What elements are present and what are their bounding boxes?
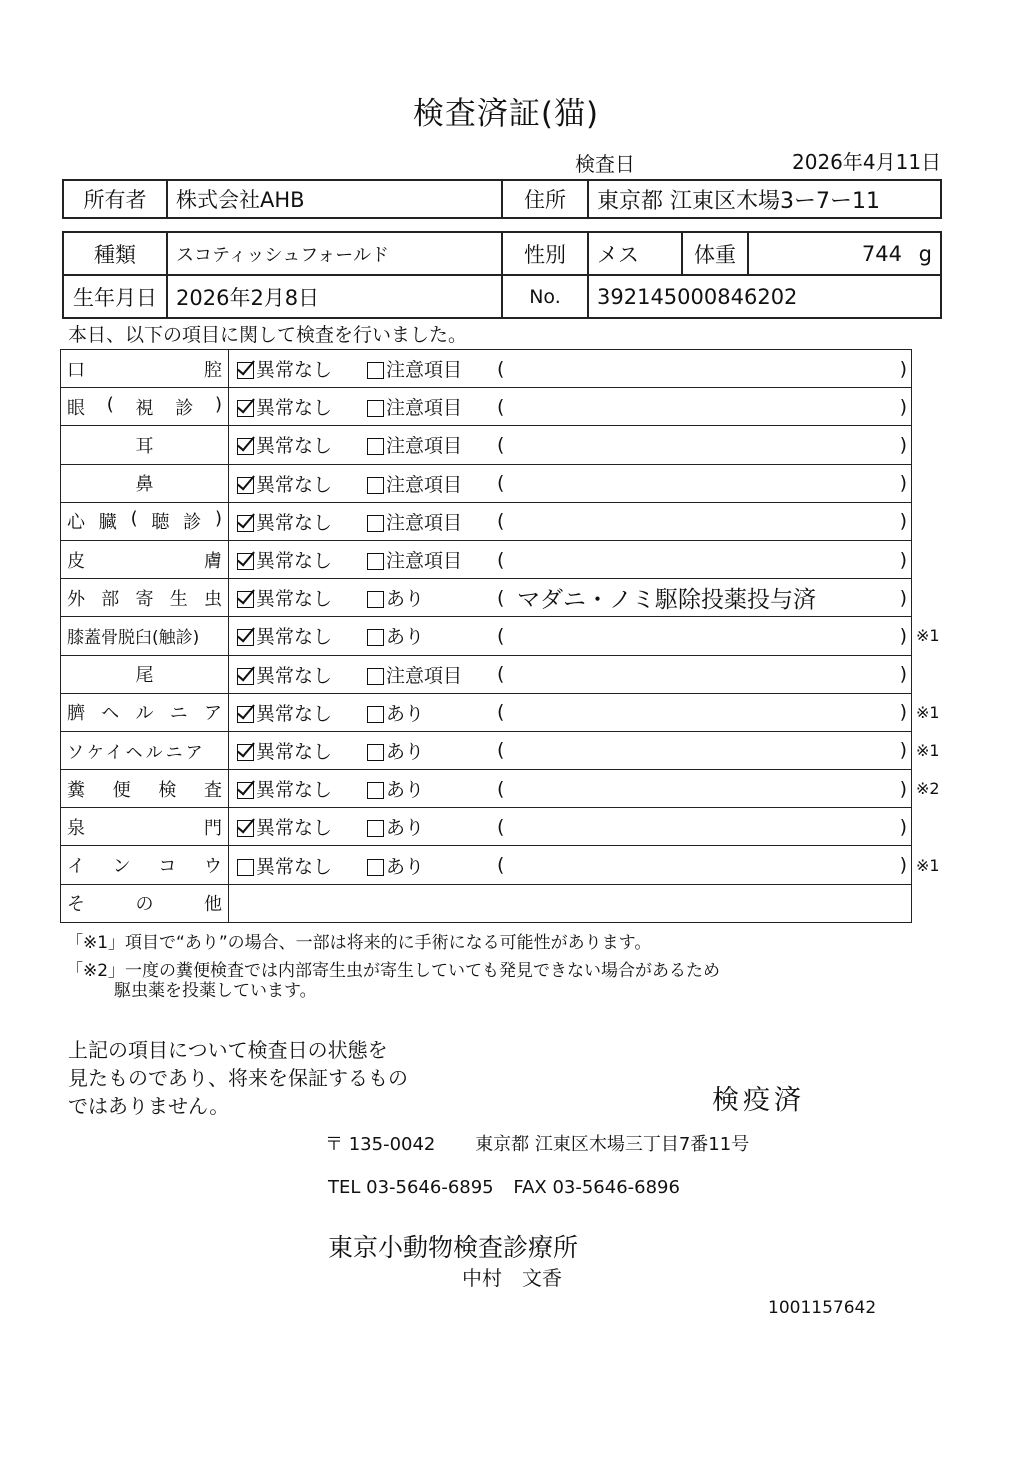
paren-open: ( (497, 510, 505, 533)
inspection-label-cell (61, 464, 229, 502)
inspection-result-cell (229, 808, 912, 846)
inspection-label-cell (61, 350, 229, 388)
option-normal[interactable] (229, 546, 367, 573)
label-char: イ (67, 856, 85, 878)
option-normal-label: 異常なし (256, 664, 333, 687)
weight-value: 744 (861, 241, 902, 266)
inspection-row (61, 350, 912, 388)
inspection-label (67, 394, 222, 420)
inspection-row (61, 617, 912, 655)
clinic-name: 東京小動物検査診療所 (328, 1233, 579, 1262)
label-char: 膚 (204, 550, 222, 572)
owner-label: 所有者 (63, 180, 167, 218)
inspection-label-cell (61, 579, 229, 617)
option-other-label: 注意項目 (386, 473, 463, 496)
owner-value: 株式会社AHB (167, 180, 502, 218)
inspection-label-cell (61, 655, 229, 693)
other-label (67, 890, 222, 916)
other-notes (229, 884, 912, 922)
option-other[interactable] (367, 737, 497, 764)
inspection-result-cell (229, 388, 912, 426)
no-value: 392145000846202 (588, 275, 941, 318)
paren-open: ( (497, 739, 505, 762)
option-normal[interactable] (229, 622, 367, 649)
inspection-note: マダニ・ノミ駆除投薬投与済 (517, 587, 816, 614)
footnote-2-cont: 駆虫薬を投薬しています。 (114, 981, 317, 1001)
label-char: 心 (67, 512, 85, 534)
option-other-label: あり (386, 779, 425, 802)
inspection-result (229, 388, 911, 425)
option-other[interactable] (367, 508, 497, 535)
checkbox-normal[interactable] (237, 400, 254, 417)
inspection-label-cell (61, 731, 229, 769)
footnote-mark: ※1 (916, 741, 940, 760)
sex-label: 性別 (502, 232, 588, 275)
inspection-result (229, 846, 911, 883)
label-char: ニ (169, 703, 188, 725)
checkbox-normal[interactable] (237, 591, 254, 608)
paren-close: ) (899, 395, 907, 418)
footnote-mark: ※1 (916, 702, 940, 722)
checkbox-other[interactable] (367, 668, 384, 685)
inspection-result-cell (229, 846, 912, 884)
option-other-label: 注意項目 (386, 435, 463, 458)
checkbox-other[interactable] (367, 706, 384, 723)
inspection-result-cell (229, 617, 912, 655)
option-other[interactable] (367, 661, 497, 688)
quarantine-seal: 検疫済 (712, 1085, 805, 1116)
option-other-label: 注意項目 (386, 664, 463, 687)
clinic-address-line (325, 1130, 749, 1156)
inspection-result (229, 770, 911, 807)
option-normal[interactable] (229, 775, 367, 802)
paren-open: ( (497, 854, 505, 877)
inspection-row (61, 426, 912, 464)
inspection-result (229, 426, 911, 463)
checkbox-other[interactable] (367, 859, 384, 876)
option-normal-label: 異常なし (256, 511, 333, 534)
vet-name: 中村 文香 (462, 1266, 562, 1290)
option-normal[interactable] (229, 355, 367, 382)
paren-close: ) (899, 739, 907, 762)
option-other-label: 注意項目 (386, 397, 463, 420)
option-other[interactable] (367, 393, 497, 420)
checkbox-normal[interactable] (237, 438, 254, 455)
inspection-label-cell (61, 808, 229, 846)
dob-label: 生年月日 (63, 275, 167, 318)
label-char: 臍 (67, 703, 85, 725)
option-normal[interactable] (229, 813, 367, 840)
checkbox-normal[interactable] (237, 477, 254, 494)
inspection-label-cell (61, 540, 229, 578)
paren-close: ) (899, 777, 907, 800)
inspection-row (61, 808, 912, 846)
inspection-result-cell (229, 655, 912, 693)
paren-open: ( (497, 357, 505, 380)
paren-open: ( (497, 663, 505, 686)
checkbox-other[interactable] (367, 477, 384, 494)
inspection-result-cell (229, 502, 912, 540)
label-char: 口 (67, 359, 85, 381)
label-char: 診 (175, 397, 194, 419)
option-other[interactable] (367, 470, 497, 497)
postal-code: 〒 135-0042 (325, 1134, 436, 1155)
option-other[interactable] (367, 775, 497, 802)
option-normal[interactable] (229, 584, 367, 611)
label-char: ウ (203, 856, 222, 878)
inspection-result-cell (229, 731, 912, 769)
checkbox-normal[interactable] (237, 782, 254, 799)
checkbox-other[interactable] (367, 362, 384, 379)
pet-table (62, 231, 942, 319)
weight-unit: g (918, 241, 932, 266)
disclaimer-line-2: 見たものであり、将来を保証するもの (68, 1066, 408, 1090)
disclaimer-line-3: ではありません。 (68, 1094, 230, 1118)
checkbox-other[interactable] (367, 820, 384, 837)
paren-close: ) (899, 701, 907, 724)
address-label: 住所 (502, 180, 588, 218)
option-other-label: あり (386, 702, 425, 725)
label-char: 聴 (151, 512, 170, 534)
inspection-result-cell (229, 350, 912, 388)
label-char: ヘ (101, 703, 120, 725)
checkbox-normal[interactable] (237, 859, 254, 876)
label-char: 生 (169, 588, 188, 610)
option-other[interactable] (367, 813, 497, 840)
paren-open: ( (497, 433, 505, 456)
footnote-1: 「※1」項目で“あり”の場合、一部は将来的に手術になる可能性があります。 (66, 933, 652, 953)
option-other-label: あり (386, 740, 425, 763)
checkbox-normal[interactable] (237, 553, 254, 570)
paren-open: ( (497, 548, 505, 571)
option-normal[interactable] (229, 737, 367, 764)
dob-value: 2026年2月8日 (167, 275, 502, 318)
label-char: そ (67, 894, 85, 916)
inspection-row (61, 464, 912, 502)
label-char: ( (106, 393, 114, 415)
disclaimer-line-1: 上記の項目について検査日の状態を (68, 1038, 388, 1062)
inspection-result (229, 579, 911, 616)
inspection-label-cell (61, 846, 229, 884)
inspection-table (60, 349, 912, 923)
inspection-label-cell (61, 388, 229, 426)
inspection-label (67, 776, 222, 802)
option-other-label: あり (386, 817, 425, 840)
inspection-label (67, 547, 222, 573)
label-char: 便 (112, 779, 131, 801)
clinic-address: 東京都 江東区木場三丁目7番11号 (475, 1134, 750, 1155)
label-char: 糞 (67, 779, 85, 801)
checkbox-other[interactable] (367, 629, 384, 646)
paren-open: ( (497, 472, 505, 495)
checkbox-normal[interactable] (237, 362, 254, 379)
option-other-label: 注意項目 (386, 550, 463, 573)
inspection-row (61, 579, 912, 617)
paren-open: ( (497, 395, 505, 418)
label-char: ア (204, 703, 222, 725)
checkbox-normal[interactable] (237, 706, 254, 723)
option-other-label: あり (386, 626, 425, 649)
label-char: 泉 (67, 817, 85, 839)
footnote-mark: ※2 (916, 779, 940, 799)
paren-open: ( (497, 777, 505, 800)
option-normal-label: 異常なし (256, 779, 333, 802)
label-char: の (135, 894, 154, 916)
inspection-result (229, 541, 911, 578)
checkbox-other[interactable] (367, 400, 384, 417)
checkbox-other[interactable] (367, 553, 384, 570)
option-other-label: 注意項目 (386, 511, 463, 534)
inspection-label (67, 585, 222, 611)
paren-close: ) (899, 815, 907, 838)
label-char: 検 (158, 779, 177, 801)
sex-value: メス (588, 232, 682, 275)
option-normal[interactable] (229, 508, 367, 535)
option-normal-label: 異常なし (256, 626, 333, 649)
weight-cell (748, 232, 941, 275)
label-char: 腔 (204, 359, 222, 381)
checkbox-other[interactable] (367, 782, 384, 799)
option-normal[interactable] (229, 431, 367, 458)
paren-close: ) (899, 548, 907, 571)
option-normal[interactable] (229, 661, 367, 688)
checkbox-normal[interactable] (237, 820, 254, 837)
disclaimer (68, 1036, 448, 1120)
inspection-label-cell (61, 770, 229, 808)
option-normal-label: 異常なし (256, 473, 333, 496)
inspection-result (229, 503, 911, 540)
option-other-label: 注意項目 (386, 359, 463, 382)
option-normal[interactable] (229, 393, 367, 420)
inspection-label (67, 356, 222, 382)
inspection-label (67, 699, 222, 725)
option-normal-label: 異常なし (256, 435, 333, 458)
inspection-label (67, 852, 222, 878)
label-char: 査 (203, 779, 222, 801)
paren-close: ) (899, 854, 907, 877)
paren-open: ( (497, 701, 505, 724)
intro-text: 本日、以下の項目に関して検査を行いました。 (68, 324, 468, 346)
inspection-label: 膝蓋骨脱臼(触診) (67, 628, 200, 649)
paren-close: ) (899, 510, 907, 533)
inspection-result-cell (229, 464, 912, 502)
clinic-fax: FAX 03-5646-6896 (513, 1177, 680, 1198)
footnote-mark: ※1 (916, 626, 940, 646)
option-other[interactable] (367, 622, 497, 649)
inspection-label: 耳 (135, 435, 154, 457)
label-char: ) (214, 508, 222, 530)
label-char: ) (214, 393, 222, 415)
label-char: 臓 (98, 512, 117, 534)
inspection-row (61, 655, 912, 693)
inspection-result-cell (229, 770, 912, 808)
label-char: コ (158, 856, 177, 878)
inspection-result (229, 808, 911, 845)
checkbox-other[interactable] (367, 515, 384, 532)
inspection-row (61, 693, 912, 731)
option-other-label: あり (386, 855, 425, 878)
label-char: 皮 (67, 550, 85, 572)
inspection-label: ソケイヘルニア (67, 742, 206, 763)
paren-close: ) (899, 624, 907, 647)
breed-label: 種類 (63, 232, 167, 275)
inspection-label-cell (61, 617, 229, 655)
option-other[interactable] (367, 699, 497, 726)
option-normal[interactable] (229, 699, 367, 726)
label-char: 寄 (135, 588, 154, 610)
option-normal-label: 異常なし (256, 550, 333, 573)
checkbox-other[interactable] (367, 591, 384, 608)
inspection-result-cell (229, 540, 912, 578)
checkbox-other[interactable] (367, 438, 384, 455)
option-other[interactable] (367, 584, 497, 611)
paren-open: ( (497, 624, 505, 647)
paren-close: ) (899, 586, 907, 609)
paren-close: ) (899, 472, 907, 495)
label-char: ( (130, 508, 138, 530)
paren-open: ( (497, 815, 505, 838)
inspection-label-cell (61, 693, 229, 731)
weight-label: 体重 (682, 232, 748, 275)
paren-close: ) (899, 663, 907, 686)
option-normal[interactable] (229, 852, 367, 879)
checkbox-normal[interactable] (237, 515, 254, 532)
option-other[interactable] (367, 355, 497, 382)
option-normal-label: 異常なし (256, 588, 333, 611)
inspection-result (229, 465, 911, 502)
option-normal-label: 異常なし (256, 359, 333, 382)
label-char: 視 (135, 397, 154, 419)
option-normal-label: 異常なし (256, 740, 333, 763)
inspection-row (61, 731, 912, 769)
inspection-row (61, 846, 912, 884)
inspection-result (229, 732, 911, 769)
footnote-mark: ※1 (916, 855, 940, 875)
other-label-cell (61, 884, 229, 922)
inspection-label-cell (61, 426, 229, 464)
label-char: ル (135, 703, 154, 725)
label-char: 部 (101, 588, 120, 610)
label-char: 眼 (67, 397, 85, 419)
inspection-result (229, 350, 911, 387)
inspection-result (229, 656, 911, 693)
paren-close: ) (899, 357, 907, 380)
option-normal[interactable] (229, 470, 367, 497)
page-title: 検査済証(猫) (412, 96, 600, 132)
exam-date: 2026年4月11日 (792, 150, 942, 174)
option-normal-label: 異常なし (256, 702, 333, 725)
inspection-row (61, 770, 912, 808)
footnote-2: 「※2」一度の糞便検査では内部寄生虫が寄生していても発見できない場合があるため (66, 961, 721, 981)
no-label: No. (502, 275, 588, 318)
inspection-label (67, 508, 222, 534)
inspection-result-cell (229, 693, 912, 731)
option-normal-label: 異常なし (256, 855, 333, 878)
checkbox-normal[interactable] (237, 668, 254, 685)
address-value: 東京都 江東区木場3ー7ー11 (588, 180, 941, 218)
inspection-label: 尾 (135, 665, 154, 687)
inspection-result-cell (229, 579, 912, 617)
breed-value: スコティッシュフォールド (167, 232, 502, 275)
exam-date-label: 検査日 (575, 152, 635, 176)
inspection-row (61, 502, 912, 540)
label-char: 虫 (204, 588, 222, 610)
inspection-result (229, 694, 911, 731)
paren-open: ( (497, 586, 505, 609)
inspection-row (61, 388, 912, 426)
label-char: 診 (183, 512, 202, 534)
clinic-tel: TEL 03-5646-6895 (328, 1177, 494, 1198)
inspection-result (229, 617, 911, 654)
inspection-label: 鼻 (135, 474, 154, 496)
option-other[interactable] (367, 546, 497, 573)
document-number: 1001157642 (768, 1298, 877, 1318)
option-other[interactable] (367, 431, 497, 458)
checkbox-normal[interactable] (237, 629, 254, 646)
contact-line (328, 1177, 680, 1198)
option-normal-label: 異常なし (256, 817, 333, 840)
inspection-row (61, 540, 912, 578)
owner-table (62, 179, 942, 219)
label-char: 外 (67, 588, 85, 610)
checkbox-normal[interactable] (237, 744, 254, 761)
label-char: 他 (204, 894, 222, 916)
paren-close: ) (899, 433, 907, 456)
checkbox-other[interactable] (367, 744, 384, 761)
option-normal-label: 異常なし (256, 397, 333, 420)
inspection-result-cell (229, 426, 912, 464)
option-other-label: あり (386, 588, 425, 611)
label-char: 門 (204, 817, 222, 839)
label-char: ン (112, 856, 131, 878)
inspection-label (67, 814, 222, 840)
inspection-label-cell (61, 502, 229, 540)
option-other[interactable] (367, 852, 497, 879)
